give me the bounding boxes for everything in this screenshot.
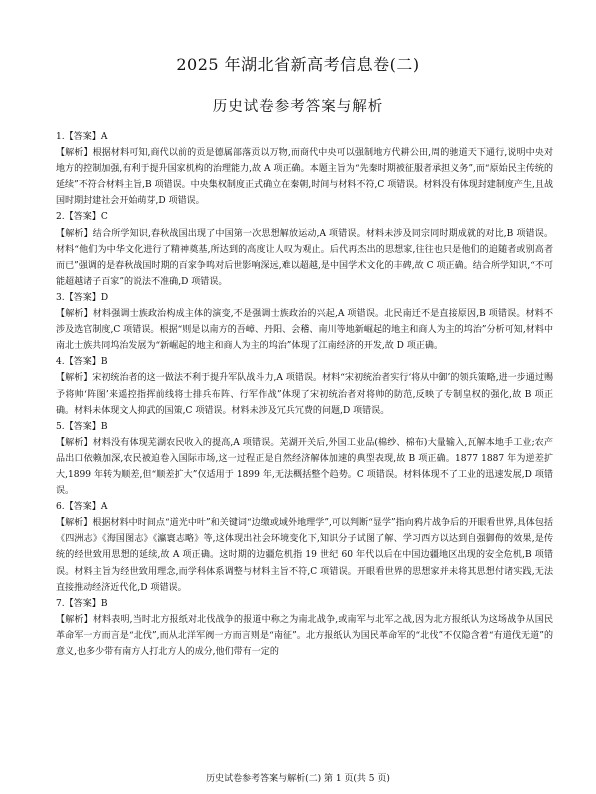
explanation-text: 【解析】材料表明,当时北方报纸对北伐战争的报道中称之为南北战争,或南军与北军之战,因为北方报纸认为这场战争从国民革命军一方而言是“北伐”,而从北洋军阀一方而言则是“南征”。北方报纸认为国民革命军的“北伐”不仅隐含着“有道伐无道”的意义,也多少带有南方人打北方人的成分,他们带有一定的 <box>56 614 553 657</box>
answer-label: 1.【答案】A <box>56 132 108 142</box>
document-title: 2025 年湖北省新高考信息卷(二) <box>176 55 420 74</box>
document-subtitle: 历史试卷参考答案与解析 <box>212 99 384 115</box>
answer-item-6 <box>56 499 553 596</box>
answer-item-5 <box>56 419 553 499</box>
answer-label: 5.【答案】B <box>56 421 108 432</box>
answer-item-3 <box>56 290 553 354</box>
answer-item-4 <box>56 354 553 418</box>
answer-label: 6.【答案】A <box>56 502 108 513</box>
answer-content <box>56 129 553 660</box>
answer-item-7 <box>56 596 553 660</box>
answer-label: 2.【答案】C <box>56 212 108 223</box>
explanation-text: 【解析】结合所学知识,春秋战国出现了中国第一次思想解放运动,A 项错误。材料未涉及同宗同时期成就的对比,B 项错误。材料“他们为中华文化进行了精神奠基,所达到的高度让人叹为观止。后代再杰出的思想家,往往也只是他们的追随者或别高者而已”强调的是春秋战国时期的百家争鸣对后世影响深远,难以超越,是中国学术文化的丰碑,故 C 项正确。结合所学知识,“不可能超越诸子百家”的说法不准确,D 项错误。 <box>56 228 553 287</box>
explanation-text: 【解析】材料强调士族政治构成主体的演变,不是强调士族政治的兴起,A 项错误。北民南迁不是直接原因,B 项错误。材料不涉及选官制度,C 项错误。根据“则是以南方的吾嶂、丹阳、会稽、南川等地新崛起的地主和商人为主的坞治”分析可知,材料中南北士族共同坞治发展为“新崛起的地主和商人为主的坞治”体现了江南经济的开发,故 D 项正确。 <box>56 309 553 352</box>
answer-label: 7.【答案】B <box>56 598 108 609</box>
explanation-text: 【解析】材料没有体现芜湖农民收入的提高,A 项错误。芜湖开关后,外国工业品(棉纱、棉布)大量输入,瓦解本地手工业;农产品出口依赖加深,农民被迫卷入国际市场,这一过程正是自然经济解体加速的典型表现,故 B 项正确。1877 1887 年为逆差扩大,1899 年转为顺差,但“顺差扩大”仅适用于 1899 年,无法概括整个趋势。C 项错误。材料体现不了工业的迅速发展,D 项错误。 <box>56 437 553 497</box>
answer-item-1 <box>56 129 553 209</box>
answer-label: 3.【答案】D <box>56 292 109 303</box>
answer-label: 4.【答案】B <box>56 357 108 368</box>
answer-item-2 <box>56 209 553 289</box>
explanation-text: 【解析】根据材料可知,商代以前的贡是德属部落贡以万物,而商代中央可以强制地方代耕公田,周的驰道天下通行,说明中央对地方的控制加强,有利于提升国家机构的治理能力,故 A 项正确。本题主旨为“先秦时期被征服者承担义务”,而“原始民主传统的延续”不符合材料主旨,B 项错误。中央集权制度正式确立在秦朝,时间与材料不符,C 项错误。材料没有体现封建制度产生,且战国时期封建社会开始萌芽,D 项错误。 <box>56 148 553 207</box>
explanation-text: 【解析】宋初统治者的这一做法不利于提升军队战斗力,A 项错误。材料“宋初统治者实行‘将从中御’的领兵策略,进一步通过赐予将帅‘阵图’来遥控指挥前线将士排兵布阵、行军作战”体现了宋初统治者对将帅的防范,反映了专制皇权的强化,故 B 项正确。材料未体现文人抑武的国策,C 项错误。材料未涉及冗兵冗费的问题,D 项错误。 <box>56 373 553 416</box>
page-footer: 历史试卷参考答案与解析(二) 第 1 页(共 5 页) <box>206 774 390 784</box>
explanation-text: 【解析】根据材料中时间点“道光中叶”和关键词“边缴或域外地理学”,可以判断“显学”指向鸦片战争后的开眼看世界,具体包括《四洲志》《海国图志》《瀛寰志略》等,这体现出社会环境变化下,知识分子试图了解、学习西方以达到自强御侮的效果,是传统的经世致用思想的延续,故 A 项正确。这时期的边疆危机指 19 世纪 60 年代以后在中国边疆地区出现的安全危机,B 项错误。材料主旨为经世致用理念,而学科体系调整与材料主旨不符,C 项错误。开眼看世界的思想家并未将其思想付诸实践,无法直接推动经济近代化,D 项错误。 <box>56 518 553 593</box>
